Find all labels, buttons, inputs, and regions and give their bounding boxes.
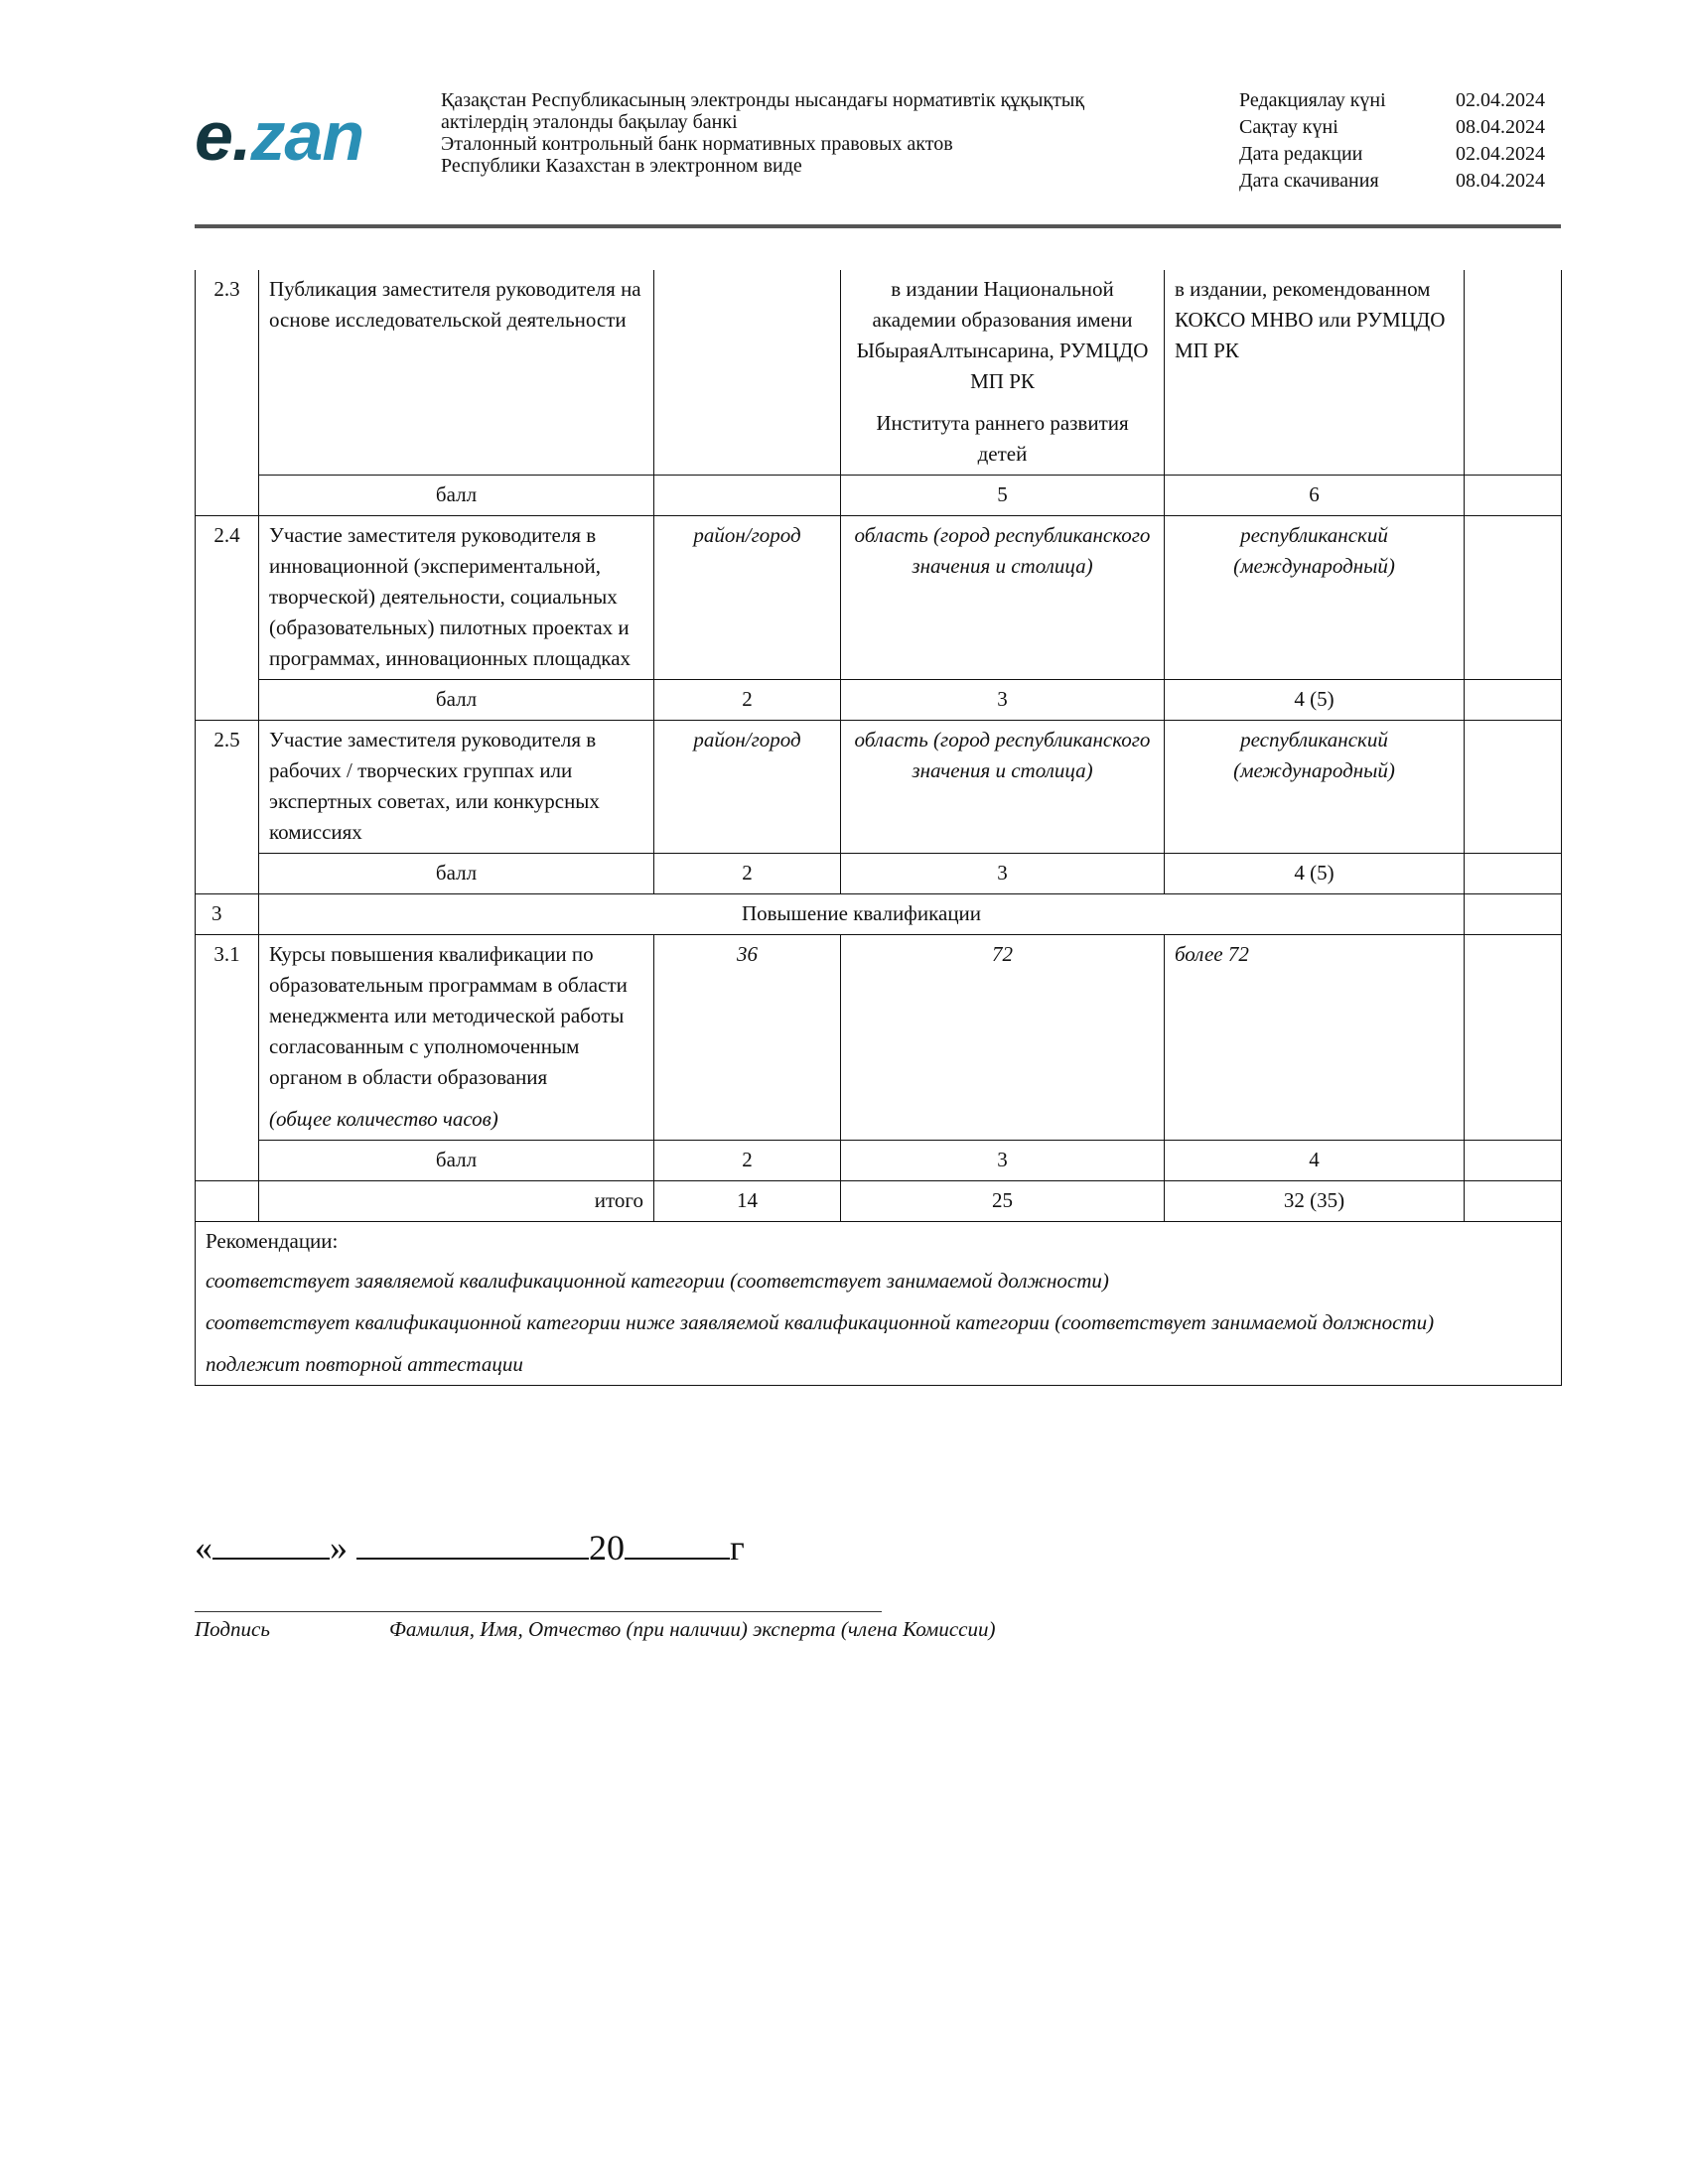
- date-label: Сақтау күні: [1239, 116, 1338, 138]
- date-value: 02.04.2024: [1456, 89, 1545, 111]
- recommendations-title: Рекомендации:: [206, 1229, 339, 1253]
- quote-close: »: [330, 1528, 348, 1568]
- criterion-description: Участие заместителя руководителя в рабочих / творческих группах или экспертных советах, или конкурсных комиссиях: [259, 721, 654, 854]
- document-dates: [1239, 87, 1545, 195]
- evaluation-table: [195, 270, 1562, 1386]
- registry-title-line: Республики Казахстан в электронном виде: [441, 155, 802, 177]
- empty-cell: [1465, 935, 1562, 1141]
- expert-name-label: Фамилия, Имя, Отчество (при наличии) эксперта (члена Комиссии): [389, 1617, 996, 1641]
- score-cell: 6: [1165, 476, 1465, 516]
- signature-line: [195, 1611, 882, 1612]
- score-cell: [654, 476, 841, 516]
- year-prefix: 20: [589, 1528, 625, 1568]
- month-blank: [356, 1524, 589, 1560]
- empty-cell: [1465, 270, 1562, 476]
- table-row: [196, 1141, 1562, 1181]
- total-cell: 25: [841, 1181, 1165, 1222]
- level-cell: район/город: [654, 721, 841, 854]
- row-number: 2.3: [196, 270, 259, 516]
- registry-title-line: Эталонный контрольный банк нормативных правовых актов: [441, 133, 953, 155]
- total-cell: 14: [654, 1181, 841, 1222]
- table-row: [196, 476, 1562, 516]
- level-cell: область (город республиканского значения и столица): [841, 721, 1165, 854]
- criterion-note: (общее количество часов): [269, 1107, 498, 1131]
- section-title: Повышение квалификации: [259, 894, 1465, 935]
- empty-cell: [1465, 721, 1562, 854]
- date-row: [1239, 87, 1545, 114]
- section-number: 3: [196, 894, 259, 935]
- criterion-text: Курсы повышения квалификации по образовательным программам в области менеджмента или методической работы согласованным с уполномоченным органом в области образования: [269, 942, 628, 1089]
- level-cell: более 72: [1165, 935, 1465, 1141]
- score-cell: 3: [841, 680, 1165, 721]
- registry-title-line: актілердің эталонды бақылау банкі: [441, 111, 738, 133]
- registry-title-line: Қазақстан Республикасының электронды нысандағы нормативтік құқықтық: [441, 89, 1085, 111]
- score-label: балл: [259, 1141, 654, 1181]
- empty-cell: [1465, 894, 1562, 935]
- quote-open: «: [195, 1528, 212, 1568]
- level-text: в издании Национальной академии образования имени ЫбыраяАлтынсарина, РУМЦДО МП РК: [856, 277, 1149, 393]
- total-cell: 32 (35): [1165, 1181, 1465, 1222]
- criterion-description: Публикация заместителя руководителя на основе исследовательской деятельности: [259, 270, 654, 476]
- score-cell: 2: [654, 680, 841, 721]
- level-cell: 36: [654, 935, 841, 1141]
- table-row: [196, 270, 1562, 476]
- total-label: итого: [259, 1181, 654, 1222]
- date-value: 08.04.2024: [1456, 116, 1545, 138]
- table-row: [196, 935, 1562, 1141]
- empty-cell: [1465, 1181, 1562, 1222]
- recommendation-option: соответствует квалификационной категории ниже заявляемой квалификационной категории (соответствует занимаемой должности): [206, 1310, 1435, 1334]
- level-cell: 72: [841, 935, 1165, 1141]
- recommendations-row: [196, 1222, 1562, 1386]
- date-value: 08.04.2024: [1456, 170, 1545, 192]
- date-value: 02.04.2024: [1456, 143, 1545, 165]
- level-cell: [654, 270, 841, 476]
- level-cell: республиканский (международный): [1165, 721, 1465, 854]
- score-cell: 5: [841, 476, 1165, 516]
- criterion-description: Участие заместителя руководителя в инновационной (экспериментальной, творческой) деятельности, социальных (образовательных) пилотных проектах и программах, инновационных площадках: [259, 516, 654, 680]
- score-label: балл: [259, 476, 654, 516]
- table-row: [196, 516, 1562, 680]
- row-number: 2.5: [196, 721, 259, 894]
- year-blank: [625, 1524, 730, 1560]
- table-row: [196, 721, 1562, 854]
- section-row: [196, 894, 1562, 935]
- day-blank: [212, 1524, 330, 1560]
- score-cell: 2: [654, 854, 841, 894]
- level-cell: область (город республиканского значения и столица): [841, 516, 1165, 680]
- level-cell: республиканский (международный): [1165, 516, 1465, 680]
- row-number: 3.1: [196, 935, 259, 1181]
- ezan-logo: e.zan: [195, 97, 364, 175]
- recommendations: [196, 1222, 1562, 1386]
- score-label: балл: [259, 854, 654, 894]
- date-row: [1239, 168, 1545, 195]
- level-text: Института раннего развития детей: [876, 411, 1129, 466]
- registry-title: [441, 89, 1156, 177]
- header-divider: [195, 224, 1561, 228]
- date-row: [1239, 114, 1545, 141]
- score-label: балл: [259, 680, 654, 721]
- table-row: [196, 854, 1562, 894]
- empty-cell: [1465, 1141, 1562, 1181]
- score-cell: 4 (5): [1165, 854, 1465, 894]
- empty-cell: [196, 1181, 259, 1222]
- table-row: [196, 680, 1562, 721]
- score-cell: 3: [841, 1141, 1165, 1181]
- document-header: [195, 81, 1561, 215]
- date-label: Дата скачивания: [1239, 170, 1379, 192]
- level-cell: [841, 270, 1165, 476]
- date-label: Дата редакции: [1239, 143, 1363, 165]
- score-cell: 2: [654, 1141, 841, 1181]
- empty-cell: [1465, 680, 1562, 721]
- empty-cell: [1465, 854, 1562, 894]
- signature-label: Подпись: [195, 1617, 270, 1641]
- date-fill-line: [195, 1524, 745, 1570]
- criterion-description: [259, 935, 654, 1141]
- date-row: [1239, 141, 1545, 168]
- date-label: Редакциялау күні: [1239, 89, 1386, 111]
- year-suffix: г: [730, 1528, 745, 1568]
- total-row: [196, 1181, 1562, 1222]
- level-cell: район/город: [654, 516, 841, 680]
- empty-cell: [1465, 516, 1562, 680]
- empty-cell: [1465, 476, 1562, 516]
- score-cell: 4: [1165, 1141, 1465, 1181]
- score-cell: 3: [841, 854, 1165, 894]
- recommendation-option: подлежит повторной аттестации: [206, 1352, 523, 1376]
- level-cell: в издании, рекомендованном КОКСО МНВО или РУМЦДО МП РК: [1165, 270, 1465, 476]
- score-cell: 4 (5): [1165, 680, 1465, 721]
- row-number: 2.4: [196, 516, 259, 721]
- recommendation-option: соответствует заявляемой квалификационной категории (соответствует занимаемой должности): [206, 1269, 1109, 1293]
